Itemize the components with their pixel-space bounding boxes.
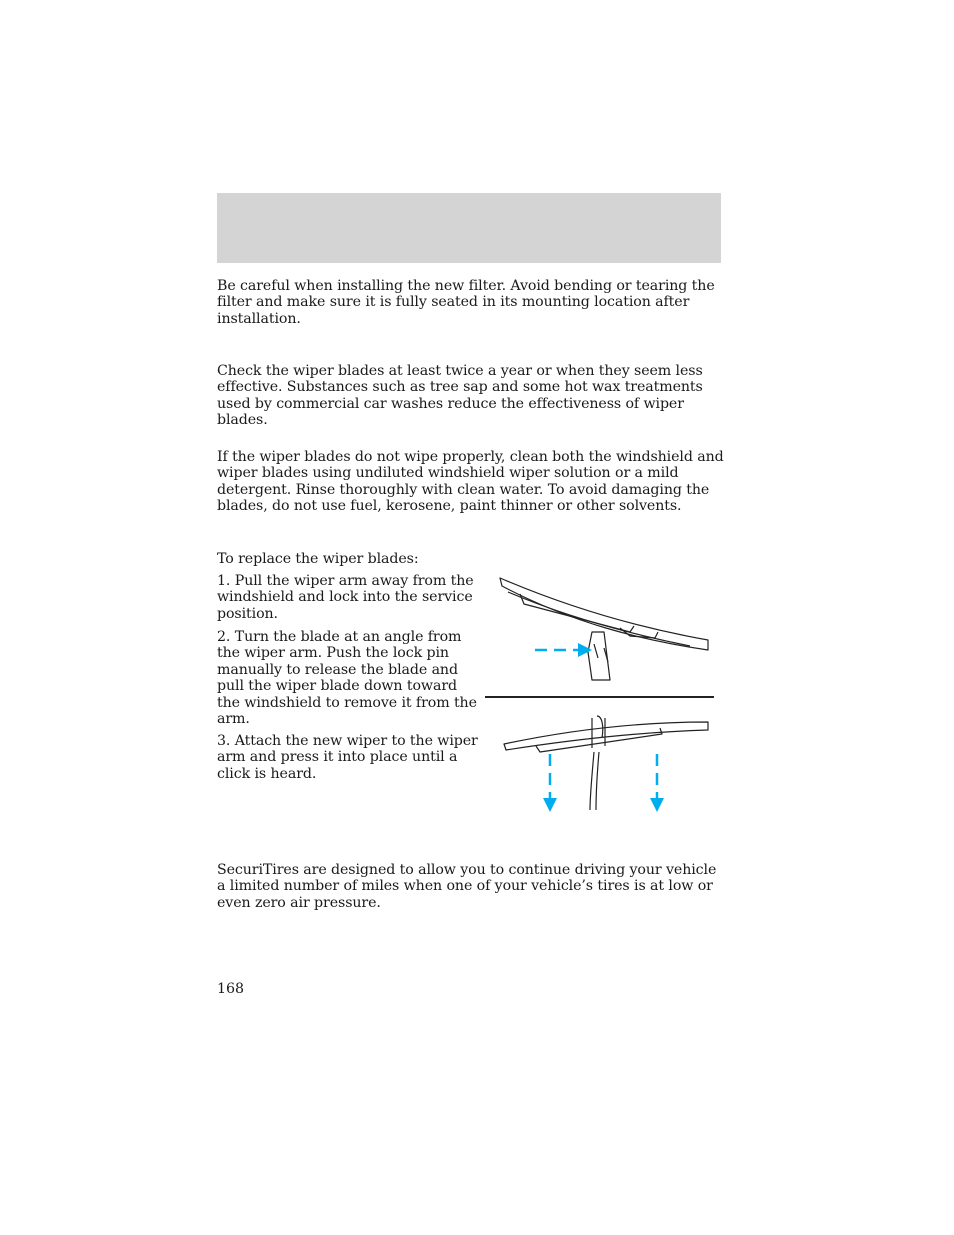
wiper-blade-attach-diagram [504,716,708,810]
wiper-blade-illustration [480,570,720,815]
page-number: 168 [217,981,245,997]
press-arrow-right [650,754,664,812]
section-header-band [217,193,721,263]
press-arrow-left [543,754,557,812]
wiper-blade-removal-diagram [500,578,708,680]
securitires-paragraph: SecuriTires are designed to allow you to continue driving your vehicle a limited number of miles when one of your vehicle’s tires is at low or even zero air pressure. [217,862,717,911]
step-1: 1. Pull the wiper arm away from the windshield and lock into the service position. [217,573,474,622]
step-3: 3. Attach the new wiper to the wiper arm and press it into place until a click is heard. [217,733,478,782]
filter-care-paragraph: Be careful when installing the new filter. Avoid bending or tearing the filter and make sure it is fully seated in its mounting location after installation. [217,278,715,327]
push-arrow [535,643,592,657]
check-blades-paragraph: Check the wiper blades at least twice a year or when they seem less effective. Substances such as tree sap and some hot wax treatments used by commercial car washes reduce the effectiveness of wiper blades. [217,363,703,429]
step-2: 2. Turn the blade at an angle from the wiper arm. Push the lock pin manually to release the blade and pull the wiper blade down toward the windshield to remove it from the arm. [217,629,477,728]
clean-blades-paragraph: If the wiper blades do not wipe properly, clean both the windshield and wiper blades using undiluted windshield wiper solution or a mild detergent. Rinse thoroughly with clean water. To avoid damaging the blades, do not use fuel, kerosene, paint thinner or other solvents. [217,449,724,515]
replace-intro: To replace the wiper blades: [217,551,419,567]
